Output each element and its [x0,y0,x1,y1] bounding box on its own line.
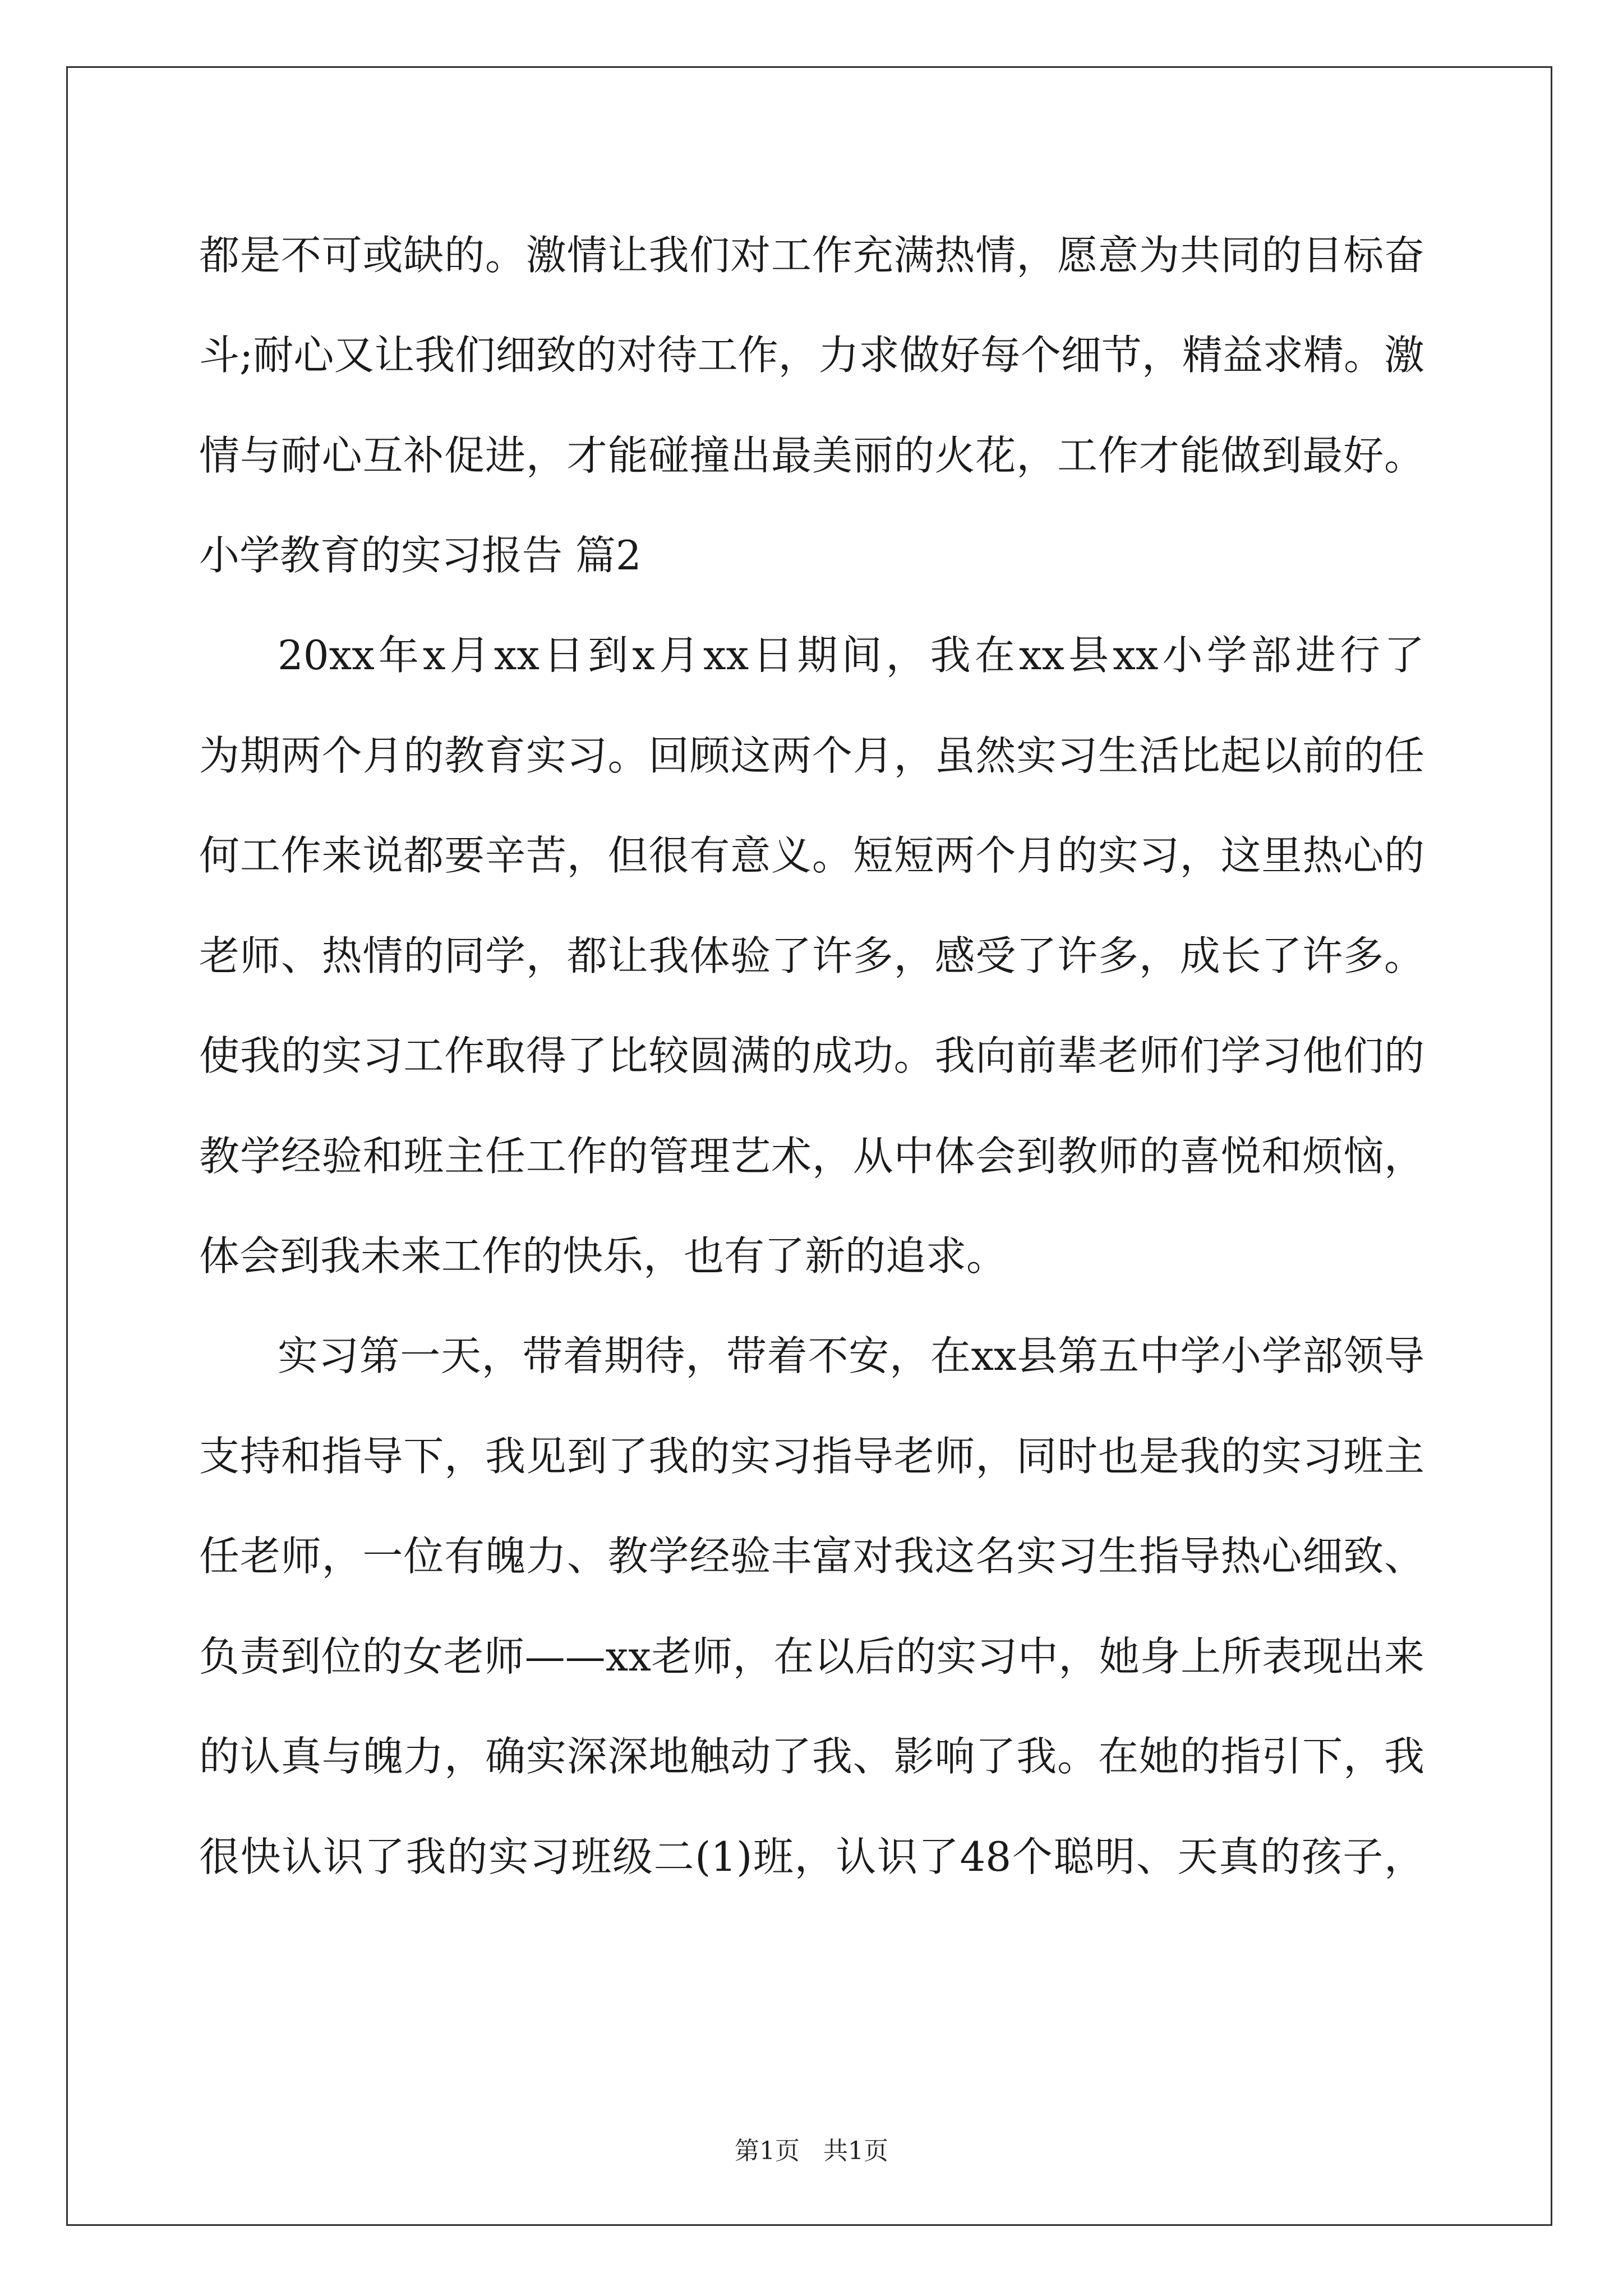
text-line: 20xx年x月xx日到x月xx日期间，我在xx县xx小学部进行了 [278,632,1424,679]
text-line: 情与耐心互补促进，才能碰撞出最美丽的火花，工作才能做到最好。 [199,432,1424,479]
page-footer [0,2134,1623,2168]
text-line: 体会到我未来工作的快乐，也有了新的追求。 [199,1232,1007,1280]
text-line: 斗;耐心又让我们细致的对待工作，力求做好每个细节，精益求精。激 [199,332,1424,379]
text-line: 教学经验和班主任工作的管理艺术，从中体会到教师的喜悦和烦恼， [199,1133,1424,1180]
text-line: 负责到位的女老师——xx老师，在以后的实习中，她身上所表现出来 [199,1633,1424,1680]
text-line: 的认真与魄力，确实深深地触动了我、影响了我。在她的指引下，我 [199,1733,1424,1780]
text-line: 支持和指导下，我见到了我的实习指导老师，同时也是我的实习班主 [199,1433,1424,1480]
text-line: 使我的实习工作取得了比较圆满的成功。我向前辈老师们学习他们的 [199,1032,1424,1079]
text-line: 任老师，一位有魄力、教学经验丰富对我这名实习生指导热心细致、 [199,1533,1424,1580]
text-line: 实习第一天，带着期待，带着不安，在xx县第五中学小学部领导 [278,1332,1424,1379]
text-line: 很快认识了我的实习班级二(1)班，认识了48个聪明、天真的孩子， [199,1833,1424,1880]
text-line: 为期两个月的教育实习。回顾这两个月，虽然实习生活比起以前的任 [199,732,1424,779]
section-heading: 小学教育的实习报告 篇2 [199,532,642,579]
text-line: 何工作来说都要辛苦，但很有意义。短短两个月的实习，这里热心的 [199,832,1424,879]
text-line: 都是不可或缺的。激情让我们对工作充满热情，愿意为共同的目标奋 [199,232,1424,279]
text-line: 老师、热情的同学，都让我体验了许多，感受了许多，成长了许多。 [199,932,1424,979]
page-number: 第1页 共1页 [735,2137,888,2165]
